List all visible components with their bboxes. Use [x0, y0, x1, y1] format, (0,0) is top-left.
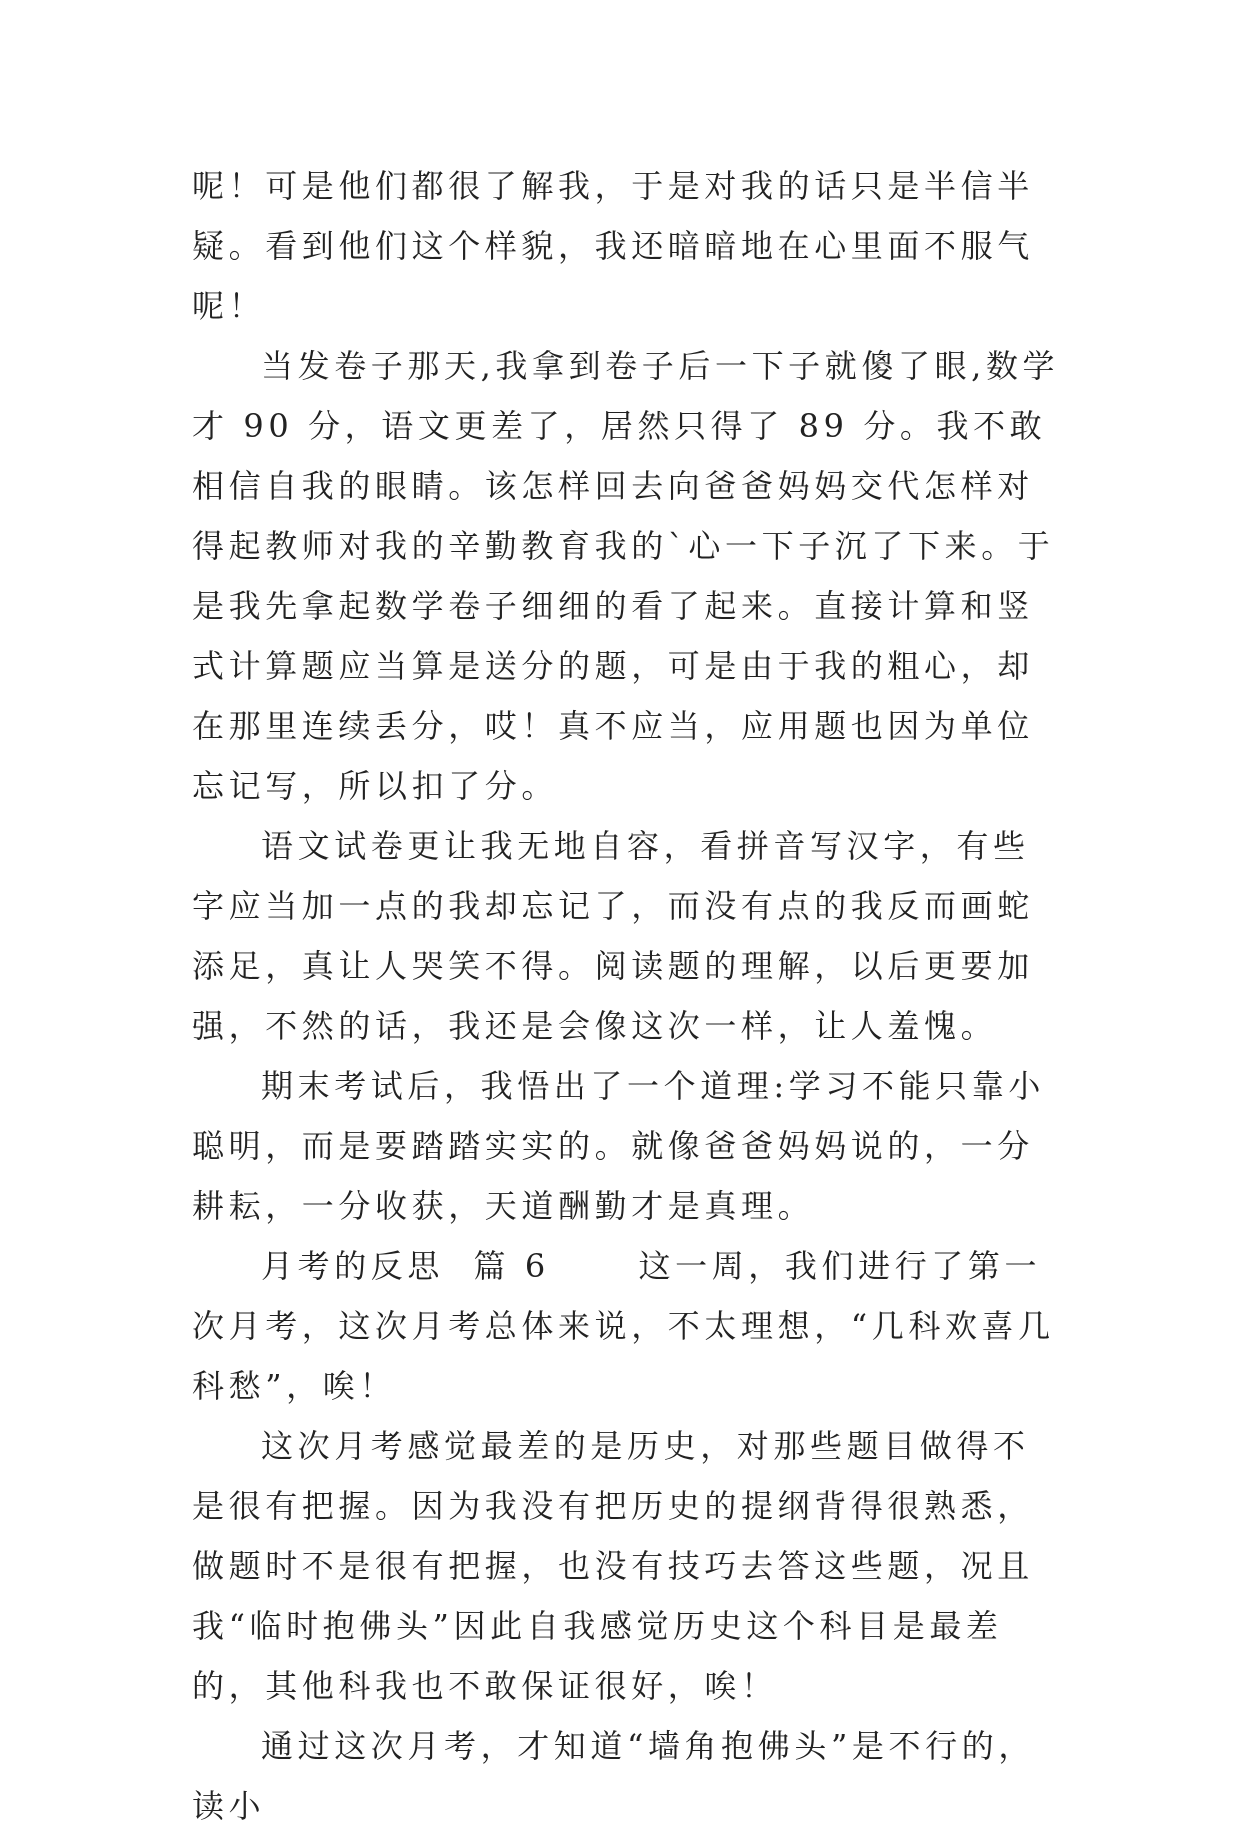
paragraph-2: 当发卷子那天,我拿到卷子后一下子就傻了眼,数学才 90 分，语文更差了，居然只得了 89 分。我不敢相信自我的眼睛。该怎样回去向爸爸妈妈交代怎样对得起教师对我的辛勤教育我的`心一下子沉了下来。于是我先拿起数学卷子细细的看了起来。直接计算和竖式计算题应当算是送分的题，可是由于我的粗心，却在那里连续丢分，哎！真不应当，应用题也因为单位忘记写，所以扣了分。: [192, 347, 1060, 805]
paragraph-3: 语文试卷更让我无地自容，看拼音写汉字，有些字应当加一点的我却忘记了，而没有点的我反而画蛇添足，真让人哭笑不得。阅读题的理解，以后更要加强，不然的话，我还是会像这次一样，让人羞愧。: [192, 827, 1034, 1045]
paragraph-1: 呢！可是他们都很了解我，于是对我的话只是半信半疑。看到他们这个样貌，我还暗暗地在心里面不服气呢！: [192, 167, 1034, 325]
paragraph-5-section-heading: 月考的反思 篇 6 这一周，我们进行了第一次月考，这次月考总体来说，不太理想，“几科欢喜几科愁”，唉！: [192, 1247, 1055, 1405]
document-body: [192, 156, 1062, 1836]
paragraph-4: 期末考试后，我悟出了一个道理:学习不能只靠小聪明，而是要踏踏实实的。就像爸爸妈妈说的，一分耕耘，一分收获，天道酬勤才是真理。: [192, 1067, 1045, 1225]
paragraph-7: 通过这次月考，才知道“墙角抱佛头”是不行的，读小: [192, 1727, 1035, 1825]
paragraph-6: 这次月考感觉最差的是历史，对那些题目做得不是很有把握。因为我没有把历史的提纲背得很熟悉，做题时不是很有把握，也没有技巧去答这些题，况且我“临时抱佛头”因此自我感觉历史这个科目是最差的，其他科我也不敢保证很好，唉！: [192, 1427, 1034, 1705]
